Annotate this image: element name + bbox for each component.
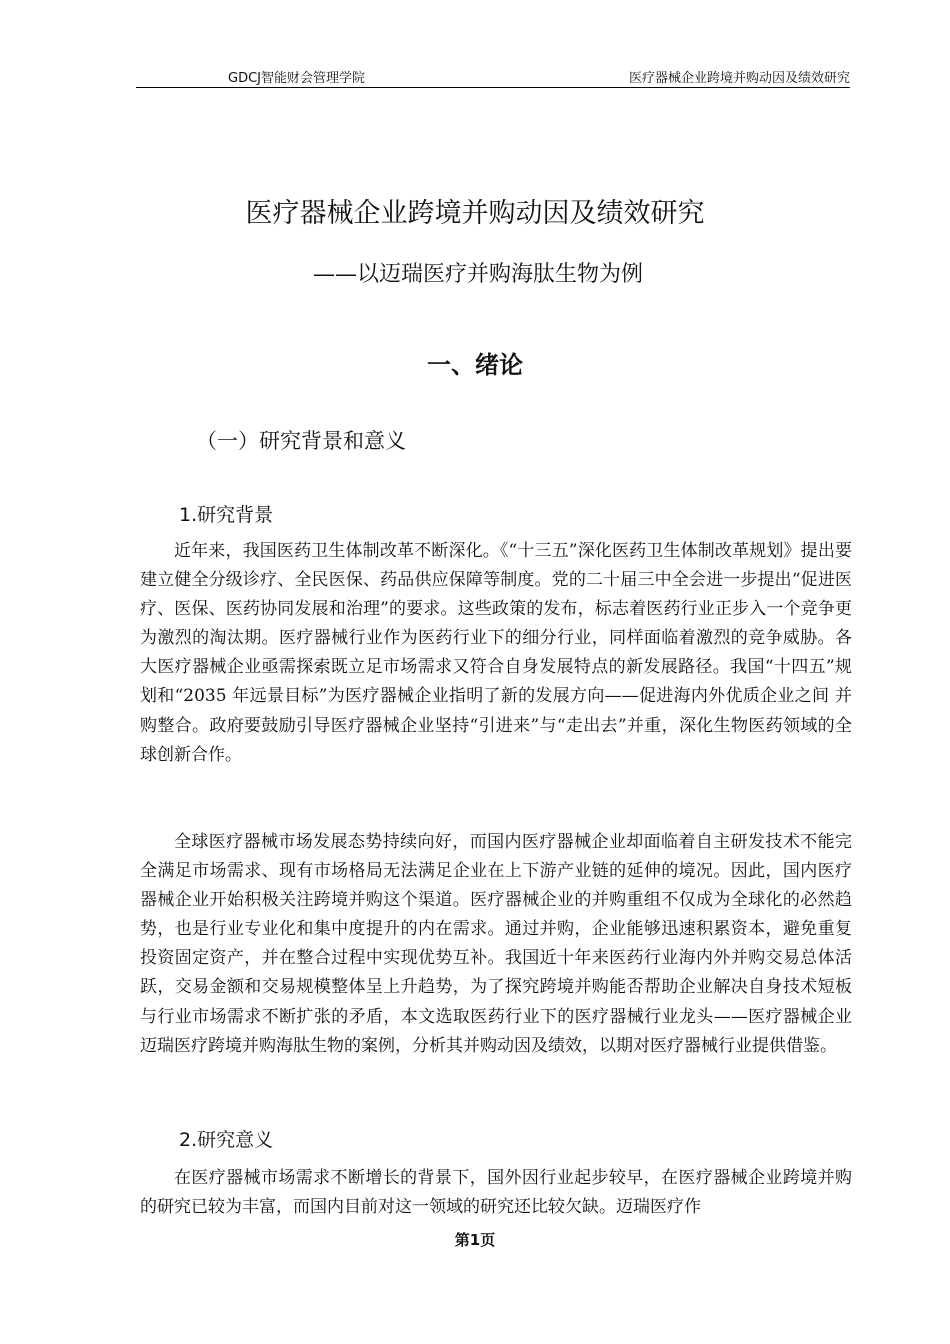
paper-subtitle: ——以迈瑞医疗并购海肽生物为例 [313, 262, 644, 287]
header-right-text: 医疗器械企业跨境并购动因及绩效研究 [628, 71, 850, 86]
paragraph-background-2: 全球医疗器械市场发展态势持续向好，而国内医疗器械企业却面临着自主研发技术不能完全满足市场需求、现有市场格局无法满足企业在上下游产业链的延伸的境况。因此，国内医疗器械企业开始积极关注跨境并购这个渠道。医疗器械企业的并购重组不仅成为全球化的必然趋势，也是行业专业化和集中度提升的内在需求。通过并购，企业能够迅速积累资本，避免重复投资固定资产，并在整合过程中实现优势互补。我国近十年来医药行业海内外并购交易总体活跃，交易金额和交易规模整体呈上升趋势，为了探究跨境并购能否帮助企业解决自身技术短板与行业市场需求不断扩张的矛盾，本文选取医药行业下的医疗器械行业龙头——医疗器械企业迈瑞医疗跨境并购海肽生物的案例，分析其并购动因及绩效，以期对医疗器械行业提供借鉴。 [140, 832, 852, 1056]
paragraph-background-1: 近年来，我国医药卫生体制改革不断深化。《“十三五”深化医药卫生体制改革规划》提出要建立健全分级诊疗、全民医保、药品供应保障等制度。党的二十届三中全会进一步提出“促进医疗、医保、医药协同发展和治理”的要求。这些政策的发布，标志着医药行业正步入一个竞争更为激烈的淘汰期。医疗器械行业作为医药行业下的细分行业，同样面临着激烈的竞争威胁。各大医疗器械企业亟需探索既立足市场需求又符合自身发展特点的新发展路径。我国“十四五”规划和“2035 年远景目标”为医疗器械企业指明了新的发展方向——促进海内外优质企业之间 并购整合。政府要鼓励引导医疗器械企业坚持“引进来”与“走出去”并重，深化生物医药领域的全球创新合作。 [140, 541, 852, 765]
section-heading-introduction: 一、绪论 [427, 351, 523, 379]
paper-title: 医疗器械企业跨境并购动因及绩效研究 [245, 198, 705, 229]
heading-research-significance: 2.研究意义 [179, 1129, 274, 1151]
subsection-heading-background-significance: （一）研究背景和意义 [196, 429, 406, 453]
paragraph-significance-1: 在医疗器械市场需求不断增长的背景下，国外因行业起步较早，在医疗器械企业跨境并购的研究已较为丰富，而国内目前对这一领域的研究还比较欠缺。迈瑞医疗作 [140, 1168, 852, 1218]
page-number: 第1页 [454, 1231, 496, 1249]
header-rule [136, 87, 850, 88]
heading-research-background: 1.研究背景 [179, 504, 274, 526]
header-left-text: GDCJ智能财会管理学院 [228, 71, 365, 86]
